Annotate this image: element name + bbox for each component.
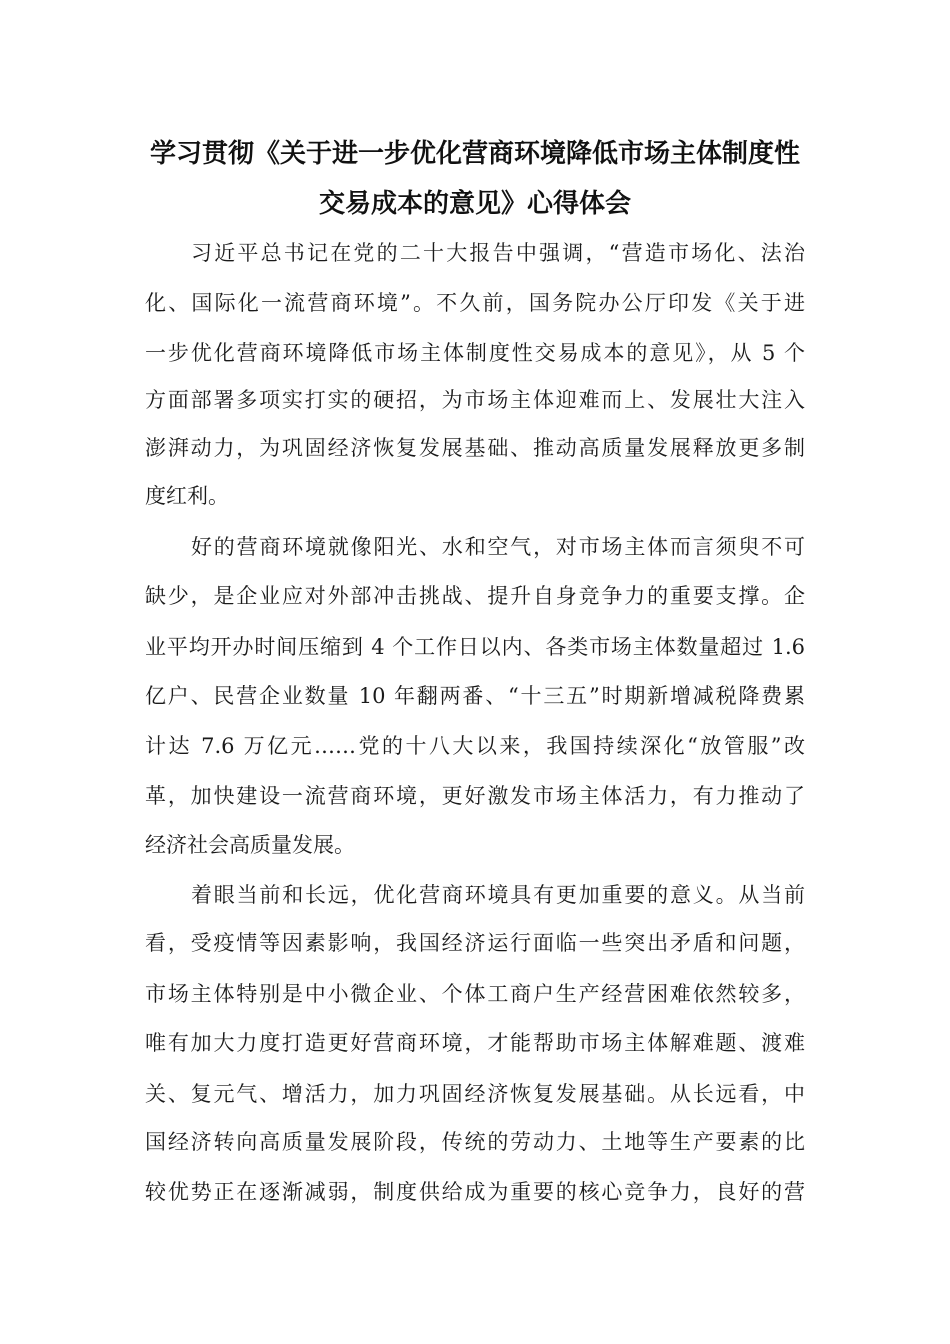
paragraph-line: 方面部署多项实打实的硬招，为市场主体迎难而上、发展壮大注入	[145, 388, 805, 412]
paragraph-line: 市场主体特别是中小微企业、个体工商户生产经营困难依然较多，	[145, 982, 805, 1006]
paragraph-line: 计达 7.6 万亿元……党的十八大以来，我国持续深化“放管服”改	[145, 734, 805, 758]
paragraph-line: 国经济转向高质量发展阶段，传统的劳动力、土地等生产要素的比	[145, 1130, 805, 1154]
paragraph-line: 革，加快建设一流营商环境，更好激发市场主体活力，有力推动了	[145, 784, 805, 808]
paragraph-line: 经济社会高质量发展。	[145, 833, 355, 857]
paragraph-line: 亿户、民营企业数量 10 年翻两番、“十三五”时期新增减税降费累	[145, 684, 805, 708]
document-title-line-1: 学习贯彻《关于进一步优化营商环境降低市场主体制度性	[149, 139, 800, 169]
paragraph-line: 较优势正在逐渐减弱，制度供给成为重要的核心竞争力，良好的营	[145, 1180, 805, 1204]
paragraph-line: 澎湃动力，为巩固经济恢复发展基础、推动高质量发展释放更多制	[145, 436, 805, 460]
paragraph-line: 业平均开办时间压缩到 4 个工作日以内、各类市场主体数量超过 1.6	[145, 635, 805, 659]
paragraph-line: 习近平总书记在党的二十大报告中强调，“营造市场化、法治	[191, 241, 805, 265]
paragraph-line: 化、国际化一流营商环境”。不久前，国务院办公厅印发《关于进	[145, 291, 805, 315]
paragraph-line: 看，受疫情等因素影响，我国经济运行面临一些突出矛盾和问题，	[145, 931, 805, 955]
paragraph-line: 好的营商环境就像阳光、水和空气，对市场主体而言须臾不可	[191, 535, 805, 559]
paragraph-line: 一步优化营商环境降低市场主体制度性交易成本的意见》，从 5 个	[145, 341, 805, 365]
paragraph-line: 度红利。	[145, 484, 229, 508]
paragraph-line: 唯有加大力度打造更好营商环境，才能帮助市场主体解难题、渡难	[145, 1031, 805, 1055]
paragraph-line: 着眼当前和长远，优化营商环境具有更加重要的意义。从当前	[191, 883, 805, 907]
document-title-line-2: 交易成本的意见》心得体会	[318, 189, 631, 219]
paragraph-line: 关、复元气、增活力，加力巩固经济恢复发展基础。从长远看，中	[145, 1082, 805, 1106]
paragraph-line: 缺少，是企业应对外部冲击挑战、提升自身竞争力的重要支撑。企	[145, 584, 805, 608]
